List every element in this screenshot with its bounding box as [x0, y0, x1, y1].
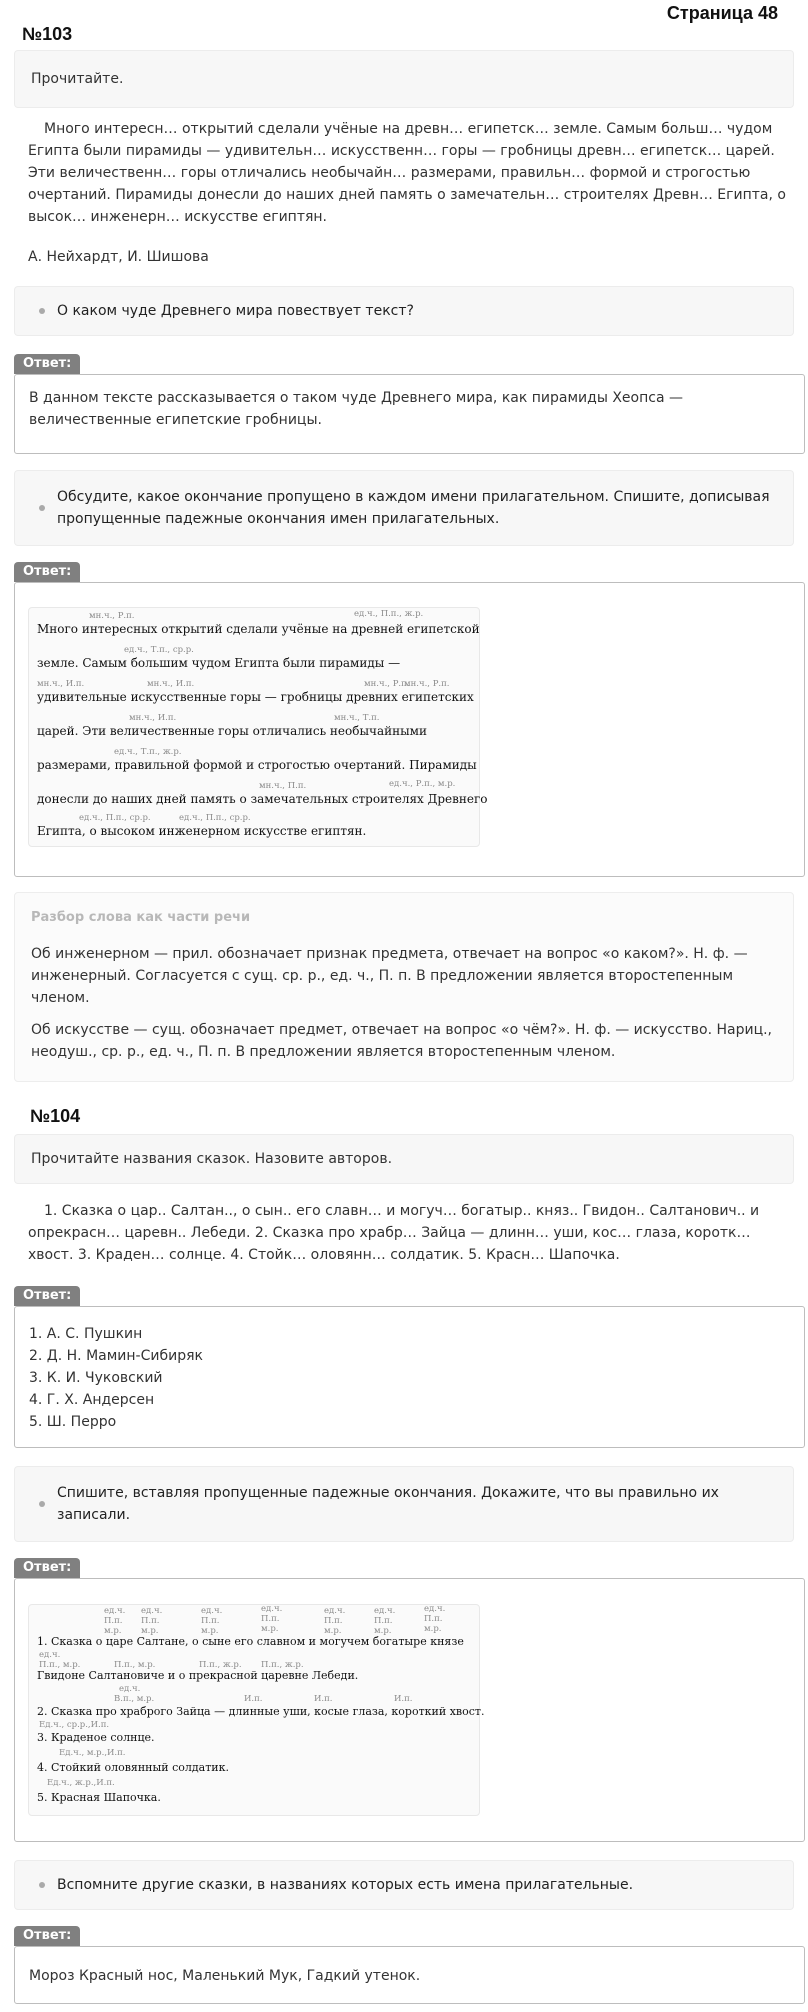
grammar-annotation: П.п. [201, 1616, 220, 1626]
grammar-annotation: ед.ч., Т.п., ж.р. [114, 747, 182, 757]
handwritten-line: донесли до наших дней память о замечательных строителях Древнего [37, 792, 488, 806]
handwritten-line: земле. Самым большим чудом Египта были пирамиды — [37, 656, 401, 670]
instruction-text: Прочитайте названия сказок. Назовите авторов. [31, 1151, 393, 1167]
grammar-annotation: мн.ч., И.п. [129, 713, 177, 723]
grammar-annotation: м.р. [374, 1626, 392, 1636]
task-number-103: №103 [22, 24, 73, 44]
grammar-annotation: П.п., ж.р. [261, 1660, 304, 1670]
grammar-annotation: мн.ч., И.п. [37, 679, 85, 689]
handwritten-line: Египта, о высоком инженерном искусстве египтян. [37, 824, 367, 838]
handwritten-line: 5. Красная Шапочка. [37, 1791, 161, 1804]
handwritten-line: 2. Сказка про храброго Зайца — длинные уши, косые глаза, короткий хвост. [37, 1705, 485, 1718]
bullet-icon [39, 1882, 45, 1888]
grammar-annotation: П.п., м.р. [114, 1660, 156, 1670]
answer-text: В данном тексте рассказывается о таком чуде Древнего мира, как пирамиды Хеопса — величественные египетские гробницы. [29, 390, 683, 428]
author-item: 1. А. С. Пушкин [29, 1326, 143, 1342]
grammar-annotation: П.п. [374, 1616, 393, 1626]
answer-label: Ответ: [14, 1558, 80, 1578]
grammar-annotation: П.п. [104, 1616, 123, 1626]
grammar-annotation: И.п. [314, 1694, 333, 1704]
answer-label: Ответ: [14, 1286, 80, 1306]
grammar-annotation: ед.ч., П.п., ср.р. [79, 813, 151, 823]
handwritten-line: Гвидоне Салтановиче и о прекрасной царевне Лебеди. [37, 1669, 359, 1682]
grammar-annotation: Ед.ч., ср.р.,И.п. [39, 1720, 110, 1730]
answer-box [14, 374, 805, 454]
instruction-box [14, 1134, 794, 1184]
text-authors: А. Нейхардт, И. Шишова [28, 249, 209, 265]
answer-label: Ответ: [14, 1926, 80, 1946]
grammar-annotation: Ед.ч., ж.р.,И.п. [47, 1778, 115, 1788]
bullet-icon [39, 505, 45, 511]
grammar-annotation: ед.ч. [261, 1604, 283, 1614]
question-box [14, 1860, 794, 1910]
grammar-annotation: П.п., м.р. [39, 1660, 81, 1670]
question-box [14, 286, 794, 336]
word-parse-box [14, 892, 794, 1082]
grammar-annotation: В.п., м.р. [114, 1694, 155, 1704]
grammar-annotation: м.р. [324, 1626, 342, 1636]
grammar-annotation: П.п. [324, 1616, 343, 1626]
grammar-annotation: П.п., ж.р. [199, 1660, 242, 1670]
grammar-annotation: мн.ч., Р.п. [404, 679, 450, 689]
handwritten-line: удивительные искусственные горы — гробницы древних египетских [37, 690, 474, 704]
question-text: Спишите, вставляя пропущенные падежные окончания. Докажите, что вы правильно их записали. [57, 1485, 719, 1523]
answer-label: Ответ: [14, 562, 80, 582]
grammar-annotation: ед.ч. [374, 1606, 396, 1616]
grammar-annotation: ед.ч. [119, 1684, 141, 1694]
grammar-annotation: ед.ч. [324, 1606, 346, 1616]
question-text: Вспомните другие сказки, в названиях которых есть имена прилагательные. [57, 1877, 634, 1893]
grammar-annotation: мн.ч., Р.п. [364, 679, 410, 689]
page-number: Страница 48 [666, 3, 778, 23]
exercise-text: 1. Сказка о цар.. Салтан.., о сын.. его славн… и могуч… богатыр.. княз.. Гвидон.. Салтанович.. и опрекрасн… царевн.. Лебеди. 2. Сказка про храбр… Зайца — длинн… уши, кос… глаза, коротк… хвост. 3. Краден… солнце. 4. Стойк… оловянн… солдатик. 5. Красн… Шапочка. [28, 1203, 760, 1263]
handwritten-line: 4. Стойкий оловянный солдатик. [37, 1761, 229, 1774]
handwritten-line: царей. Эти величественные горы отличались необычайными [37, 724, 427, 738]
author-item: 3. К. И. Чуковский [29, 1370, 163, 1386]
grammar-annotation: И.п. [394, 1694, 413, 1704]
grammar-annotation: ед.ч., Р.п., м.р. [389, 779, 456, 789]
grammar-annotation: П.п. [141, 1616, 160, 1626]
answer-box [14, 1946, 805, 2004]
grammar-annotation: мн.ч., И.п. [147, 679, 195, 689]
grammar-annotation: м.р. [201, 1626, 219, 1636]
author-item: 2. Д. Н. Мамин-Сибиряк [29, 1348, 203, 1364]
grammar-annotation: мн.ч., Р.п. [89, 611, 135, 621]
grammar-annotation: ед.ч., П.п., ср.р. [179, 813, 251, 823]
grammar-annotation: мн.ч., Т.п. [334, 713, 380, 723]
grammar-annotation: м.р. [424, 1624, 442, 1634]
handwritten-line: размерами, правильной формой и строгостью очертаний. Пирамиды [37, 758, 477, 772]
parse-title: Разбор слова как части речи [31, 910, 251, 925]
question-text: Обсудите, какое окончание пропущено в каждом имени прилагательном. Спишите, дописывая пропущенные падежные окончания имен прилагательных. [57, 489, 770, 527]
answer-label: Ответ: [14, 354, 80, 374]
grammar-annotation: ед.ч., П.п., ж.р. [354, 609, 424, 619]
grammar-annotation: ед.ч. [39, 1650, 61, 1660]
grammar-annotation: м.р. [104, 1626, 122, 1636]
bullet-icon [39, 1501, 45, 1507]
grammar-annotation: мн.ч., П.п. [259, 781, 307, 791]
grammar-annotation: ед.ч. [424, 1604, 446, 1614]
handwritten-line: 1. Сказка о царе Салтане, о сыне его славном и могучем богатыре князе [37, 1635, 464, 1648]
handwritten-answer-image [28, 607, 488, 847]
answer-box [14, 1306, 805, 1448]
grammar-annotation: ед.ч. [201, 1606, 223, 1616]
question-box [14, 1466, 794, 1542]
grammar-annotation: ед.ч., Т.п., ср.р. [124, 645, 194, 655]
handwritten-line: Много интересных открытий сделали учёные на древней египетской [37, 622, 480, 636]
instruction-box [14, 50, 794, 108]
handwritten-line: 3. Краденое солнце. [37, 1731, 155, 1744]
answer-text: Мороз Красный нос, Маленький Мук, Гадкий утенок. [29, 1968, 421, 1984]
grammar-annotation: П.п. [424, 1614, 443, 1624]
question-box [14, 470, 794, 546]
grammar-annotation: Ед.ч., м.р.,И.п. [59, 1748, 126, 1758]
task-number-104: №104 [30, 1106, 81, 1126]
bullet-icon [39, 308, 45, 314]
grammar-annotation: м.р. [141, 1626, 159, 1636]
grammar-annotation: П.п. [261, 1614, 280, 1624]
grammar-annotation: ед.ч. [141, 1606, 163, 1616]
author-item: 4. Г. Х. Андерсен [29, 1392, 155, 1408]
exercise-text: Много интересн… открытий сделали учёные на древн… египетск… земле. Самым больш… чудом Египта были пирамиды — удивительн… искусственн… горы — гробницы древн… египетск… царей. Эти величественн… горы отличались необычайн… размерами, правильн… формой и строгостью очертаний. Пирамиды донесли до наших дней память о замечательн… строителях Древн… Египта, о высок… инженерн… искусстве египтян. [28, 121, 786, 225]
handwritten-answer-image [28, 1604, 485, 1816]
grammar-annotation: ед.ч. [104, 1606, 126, 1616]
question-text: О каком чуде Древнего мира повествует текст? [57, 303, 414, 319]
parse-paragraph: Об искусстве — сущ. обозначает предмет, отвечает на вопрос «о чём?». Н. ф. — искусство. Нариц., неодуш., ср. р., ед. ч., П. п. В предложении является второстепенным членом. [31, 1022, 773, 1060]
grammar-annotation: И.п. [244, 1694, 263, 1704]
author-item: 5. Ш. Перро [29, 1414, 117, 1430]
parse-paragraph: Об инженерном — прил. обозначает признак предмета, отвечает на вопрос «о каком?». Н. ф. — инженерный. Согласуется с сущ. ср. р., ед. ч., П. п. В предложении является второстепенным членом. [31, 946, 748, 1006]
instruction-text: Прочитайте. [31, 71, 124, 87]
grammar-annotation: м.р. [261, 1624, 279, 1634]
